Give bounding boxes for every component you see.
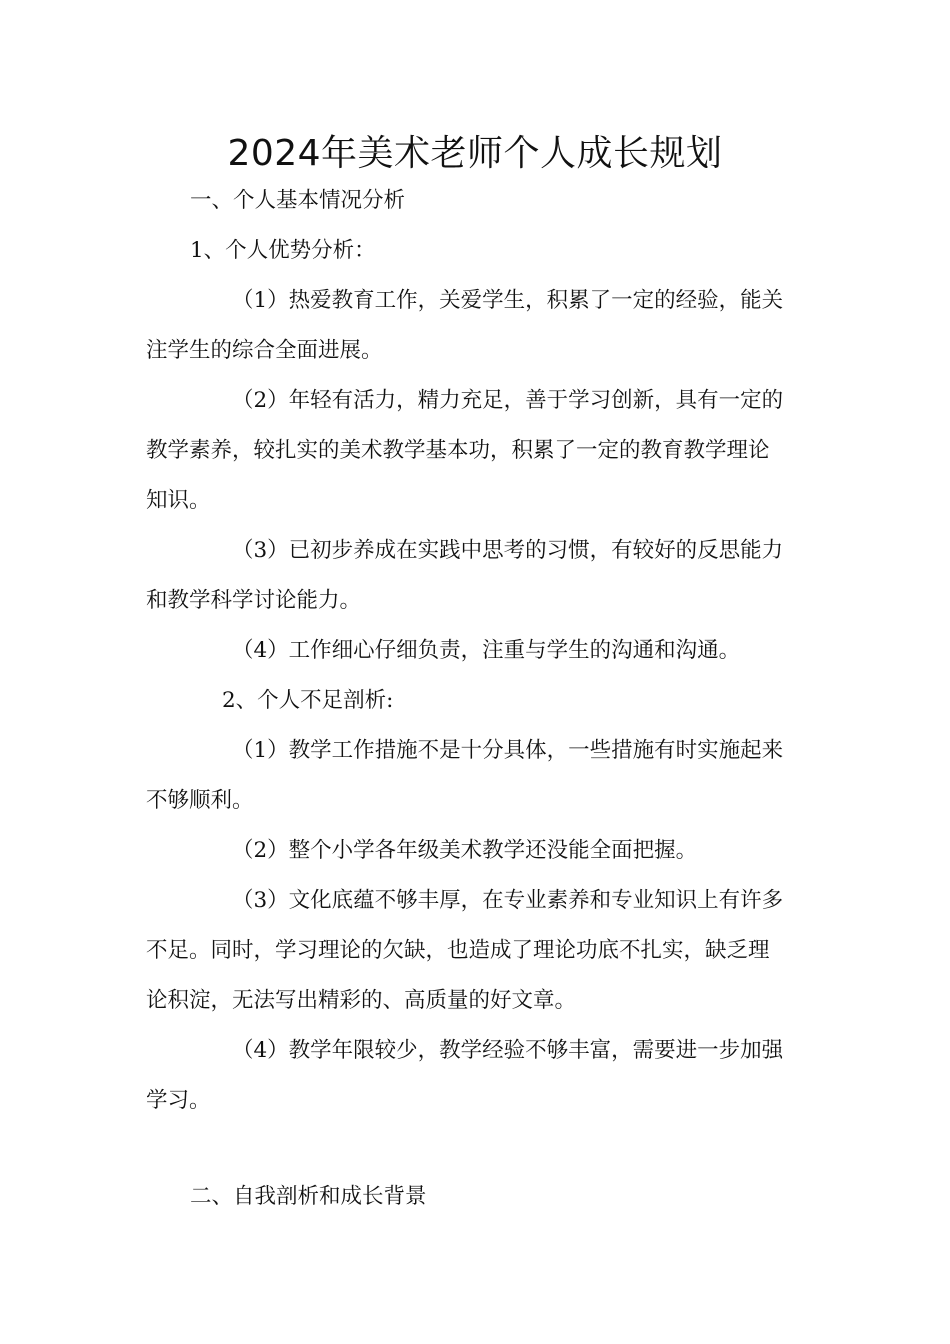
section-heading-2: 二、自我剖析和成长背景 bbox=[190, 1184, 427, 1209]
paragraph-line: （3）已初步养成在实践中思考的习惯，有较好的反思能力 bbox=[232, 538, 784, 563]
paragraph-line: 注学生的综合全面进展。 bbox=[146, 338, 383, 363]
paragraph-line: 不够顺利。 bbox=[146, 788, 254, 813]
paragraph-line: 不足。同时，学习理论的欠缺，也造成了理论功底不扎实，缺乏理 bbox=[146, 938, 770, 963]
document-title: 2024年美术老师个人成长规划 bbox=[227, 133, 723, 174]
paragraph-line: （1）教学工作措施不是十分具体，一些措施有时实施起来 bbox=[232, 738, 784, 763]
subsection-heading-strengths: 1、个人优势分析： bbox=[190, 238, 376, 263]
paragraph-line: （1）热爱教育工作，关爱学生，积累了一定的经验，能关 bbox=[232, 288, 784, 313]
paragraph-line: 和教学科学讨论能力。 bbox=[146, 588, 362, 613]
paragraph-line: （4）教学年限较少，教学经验不够丰富，需要进一步加强 bbox=[232, 1038, 784, 1063]
paragraph-line: （2）整个小学各年级美术教学还没能全面把握。 bbox=[232, 838, 698, 863]
paragraph-line: （3）文化底蕴不够丰厚，在专业素养和专业知识上有许多 bbox=[232, 888, 784, 913]
paragraph-line: 学习。 bbox=[146, 1088, 211, 1113]
paragraph-line: （4）工作细心仔细负责，注重与学生的沟通和沟通。 bbox=[232, 638, 741, 663]
paragraph-line: （2）年轻有活力，精力充足，善于学习创新，具有一定的 bbox=[232, 388, 784, 413]
paragraph-line: 论积淀，无法写出精彩的、高质量的好文章。 bbox=[146, 988, 577, 1013]
paragraph-line: 教学素养，较扎实的美术教学基本功，积累了一定的教育教学理论 bbox=[146, 438, 770, 463]
section-heading-1: 一、个人基本情况分析 bbox=[190, 188, 406, 213]
paragraph-line: 知识。 bbox=[146, 488, 211, 513]
subsection-heading-weaknesses: 2、个人不足剖析: bbox=[222, 688, 394, 713]
